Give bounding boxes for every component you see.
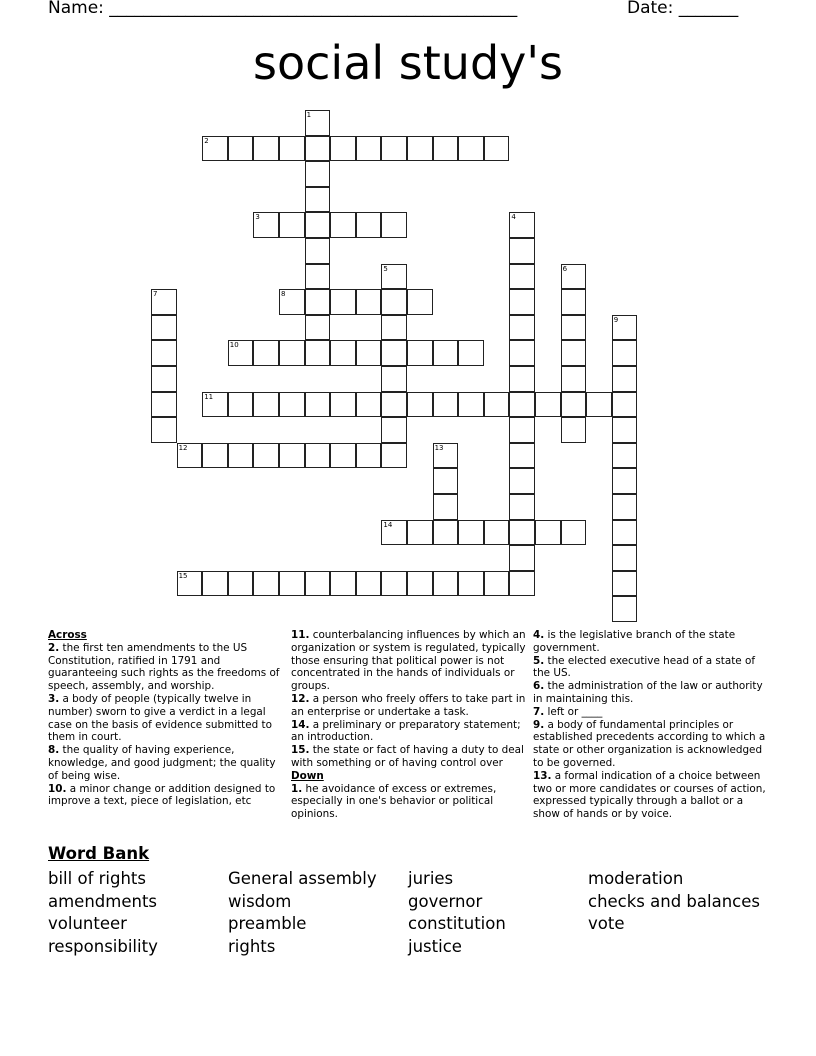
crossword-cell[interactable] [458,340,484,366]
crossword-cell[interactable] [151,340,177,366]
crossword-cell[interactable] [177,571,203,597]
crossword-cell[interactable] [484,392,510,418]
clue-num: 8. [48,744,60,757]
crossword-cell[interactable] [612,596,638,622]
clue-text: a minor change or addition designed to improve a text, piece of legislation, etc [48,782,276,808]
crossword-cell[interactable] [356,212,382,238]
crossword-cell[interactable] [228,443,254,469]
crossword-cell[interactable] [305,136,331,162]
clue-num: 7. [533,705,545,718]
crossword-cell[interactable] [561,289,587,315]
crossword-cell[interactable] [381,392,407,418]
clue-number: 5 [383,264,388,273]
crossword-cell[interactable] [612,417,638,443]
crossword-cell[interactable] [228,340,254,366]
crossword-cell[interactable] [151,417,177,443]
clue-number: 8 [281,290,286,299]
clue-text: the elected executive head of a state of the US. [533,654,756,680]
crossword-cell[interactable] [407,520,433,546]
crossword-cell[interactable] [509,315,535,341]
crossword-cell[interactable] [612,366,638,392]
crossword-cell[interactable] [330,443,356,469]
crossword-cell[interactable] [279,136,305,162]
crossword-cell[interactable] [279,212,305,238]
crossword-cell[interactable] [151,366,177,392]
word-bank-title: Word Bank [48,844,150,863]
crossword-cell[interactable] [356,136,382,162]
word-bank-column [48,868,158,958]
word-bank-item: General assembly [228,869,377,888]
clue-text: counterbalancing influences by which an organization or system is regulated, typically those ensuring that political power is not concentrated in the hands of individuals or groups. [291,629,526,693]
crossword-cell[interactable] [509,417,535,443]
crossword-cell[interactable] [458,136,484,162]
crossword-cell[interactable] [433,494,459,520]
clue-num: 14. [291,718,310,731]
clue-num: 1. [291,782,303,795]
word-bank-item: responsibility [48,936,158,956]
crossword-cell[interactable] [509,571,535,597]
crossword-cell[interactable] [381,289,407,315]
crossword-cell[interactable] [612,545,638,571]
crossword-cell[interactable] [253,340,279,366]
clue-num: 2. [48,641,60,654]
crossword-cell[interactable] [509,392,535,418]
crossword-cell[interactable] [305,289,331,315]
crossword-cell[interactable] [612,315,638,341]
word-bank-item: constitution [408,914,506,934]
clue-num: 10. [48,782,67,795]
down-clue [533,719,773,770]
word-bank-item: preamble [228,914,307,934]
crossword-cell[interactable] [458,571,484,597]
clue-number: 4 [511,213,516,222]
across-clue [48,642,288,693]
clue-number: 7 [153,290,158,299]
crossword-cell[interactable] [612,392,638,418]
word-bank-item: rights [228,936,276,956]
crossword-cell[interactable] [407,340,433,366]
crossword-cell[interactable] [561,340,587,366]
crossword-cell[interactable] [381,264,407,290]
crossword-cell[interactable] [509,520,535,546]
clue-number: 1 [306,111,312,119]
crossword-cell[interactable] [561,392,587,418]
crossword-cell[interactable] [330,392,356,418]
word-bank-item: juries [408,869,454,888]
clue-number: 14 [383,520,393,529]
crossword-cell[interactable] [151,392,177,418]
crossword-cell[interactable] [305,571,331,597]
crossword-cell[interactable] [407,136,433,162]
crossword-cell[interactable] [228,136,254,162]
crossword-cell[interactable] [381,212,407,238]
clues-col-3 [533,629,773,821]
clue-text: the first ten amendments to the US Constitution, ratified in 1791 and guaranteeing such rights as the freedoms of speech, assembly, and worship. [48,641,280,693]
crossword-cell[interactable] [561,417,587,443]
crossword-cell[interactable] [509,289,535,315]
clue-text: is the legislative branch of the state government. [533,629,736,654]
crossword-cell[interactable] [612,340,638,366]
crossword-cell[interactable] [612,494,638,520]
crossword-cell[interactable] [381,315,407,341]
crossword-cell[interactable] [407,289,433,315]
crossword-cell[interactable] [253,392,279,418]
clue-number: 11 [204,392,214,401]
clue-number: 2 [204,136,209,145]
down-clue [533,629,773,655]
crossword-cell[interactable] [305,161,331,187]
crossword-cell[interactable] [279,340,305,366]
across-clue [48,744,288,782]
crossword-cell[interactable] [279,392,305,418]
clue-number: 9 [613,315,619,324]
crossword-cell[interactable] [279,571,305,597]
word-bank-item: governor [408,891,483,911]
word-bank-item: justice [408,936,462,956]
crossword-cell[interactable] [253,571,279,597]
clue-number: 6 [562,264,568,273]
date-field-label: Date: _______ [627,0,739,18]
crossword-cell[interactable] [356,340,382,366]
clue-num: 3. [48,692,60,705]
crossword-cell[interactable] [561,315,587,341]
crossword-cell[interactable] [509,494,535,520]
across-clue [291,693,531,719]
word-bank-item: amendments [48,891,158,911]
crossword-cell[interactable] [433,392,459,418]
clue-number: 13 [434,443,444,452]
crossword-cell[interactable] [253,136,279,162]
clue-number: 12 [178,443,188,452]
across-clue [291,744,531,770]
crossword-cell[interactable] [228,571,254,597]
crossword-cell[interactable] [433,340,459,366]
word-bank-column [588,868,760,936]
crossword-cell[interactable] [305,238,331,264]
crossword-cell[interactable] [535,520,561,546]
clue-num: 4. [533,629,545,641]
crossword-cell[interactable] [509,340,535,366]
crossword-cell[interactable] [484,136,510,162]
clues-col-1 [48,629,288,808]
crossword-cell[interactable] [612,520,638,546]
word-bank-item: volunteer [48,914,127,934]
down-heading: Down [291,769,324,782]
clue-text: he avoidance of excess or extremes, especially in one's behavior or political opinions. [291,782,497,821]
crossword-cell[interactable] [561,366,587,392]
crossword-cell[interactable] [305,340,331,366]
crossword-cell[interactable] [433,468,459,494]
crossword-cell[interactable] [151,289,177,315]
crossword-cell[interactable] [407,392,433,418]
clue-text: the state or fact of having a duty to deal with something or of having control over [291,744,524,769]
crossword-cell[interactable] [356,443,382,469]
crossword-cell[interactable] [305,264,331,290]
crossword-cell[interactable] [458,392,484,418]
crossword-cell[interactable] [381,520,407,546]
crossword-cell[interactable] [381,571,407,597]
clue-number: 15 [178,571,188,580]
across-clue [291,719,531,745]
clue-text: a formal indication of a choice between two or more candidates or courses of action, expressed typically through a ballot or a show of hands or by voice. [533,769,766,821]
crossword-cell[interactable] [330,212,356,238]
word-bank-item: wisdom [228,891,292,911]
clue-num: 13. [533,769,552,782]
down-clue [533,680,773,706]
crossword-cell[interactable] [381,443,407,469]
crossword-cell[interactable] [586,392,612,418]
clues-col-2 [291,629,531,821]
crossword-cell[interactable] [458,520,484,546]
crossword-cell[interactable] [202,443,228,469]
crossword-cell[interactable] [305,187,331,213]
down-clue [533,655,773,681]
crossword-cell[interactable] [509,468,535,494]
crossword-cell[interactable] [356,392,382,418]
crossword-cell[interactable] [407,571,433,597]
clue-num: 6. [533,680,545,693]
crossword-cell[interactable] [381,366,407,392]
crossword-cell[interactable] [330,136,356,162]
crossword-cell[interactable] [305,212,331,238]
crossword-cell[interactable] [509,264,535,290]
clue-text: a preliminary or preparatory statement; an introduction. [291,718,521,744]
crossword-cell[interactable] [356,571,382,597]
clue-text: the administration of the law or authority in maintaining this. [533,680,763,705]
crossword-cell[interactable] [612,443,638,469]
crossword-cell[interactable] [279,443,305,469]
crossword-cell[interactable] [561,264,587,290]
word-bank-item: bill of rights [48,869,146,888]
across-clue [48,693,288,744]
clue-text: the quality of having experience, knowledge, and good judgment; the quality of being wise. [48,744,276,782]
crossword-cell[interactable] [305,392,331,418]
across-clue [48,783,288,809]
crossword-cell[interactable] [612,571,638,597]
down-clue [533,770,773,821]
clue-text: left or ____ [547,705,603,718]
crossword-cell[interactable] [381,340,407,366]
crossword-cell[interactable] [305,315,331,341]
clue-number: 10 [229,341,239,350]
crossword-cell[interactable] [433,520,459,546]
word-bank-column [408,868,506,958]
word-bank-item: vote [588,914,625,934]
crossword-cell[interactable] [484,571,510,597]
crossword-cell[interactable] [330,571,356,597]
word-bank-item: moderation [588,869,684,888]
crossword-cell[interactable] [356,289,382,315]
crossword-cell[interactable] [509,443,535,469]
crossword-cell[interactable] [612,468,638,494]
crossword-cell[interactable] [509,545,535,571]
crossword-cell[interactable] [253,443,279,469]
crossword-cell[interactable] [305,110,331,136]
crossword-cell[interactable] [330,289,356,315]
crossword-cell[interactable] [433,571,459,597]
down-clue [533,706,773,719]
word-bank-item: checks and balances [588,891,760,911]
crossword-cell[interactable] [509,212,535,238]
crossword-cell[interactable] [381,417,407,443]
across-clue [291,629,531,693]
crossword-cell[interactable] [484,520,510,546]
crossword-cell[interactable] [433,443,459,469]
clue-num: 11. [291,629,310,641]
crossword-cell[interactable] [202,392,228,418]
crossword-cell[interactable] [381,136,407,162]
across-heading: Across [48,629,87,641]
crossword-cell[interactable] [151,315,177,341]
crossword-cell[interactable] [253,212,279,238]
clue-text: a body of fundamental principles or established precedents according to which a state or other organization is acknowledged to be governed. [533,718,766,769]
crossword-cell[interactable] [561,520,587,546]
clue-num: 15. [291,744,310,757]
crossword-cell[interactable] [228,392,254,418]
crossword-cell[interactable] [535,392,561,418]
crossword-cell[interactable] [177,443,203,469]
clue-text: a person who freely offers to take part in an enterprise or undertake a task. [291,692,526,718]
crossword-cell[interactable] [279,289,305,315]
crossword-cell[interactable] [330,340,356,366]
clue-number: 3 [255,213,260,222]
crossword-cell[interactable] [305,443,331,469]
crossword-cell[interactable] [202,571,228,597]
crossword-cell[interactable] [509,238,535,264]
down-clue [291,783,531,821]
crossword-cell[interactable] [509,366,535,392]
clue-num: 12. [291,692,310,705]
crossword-cell[interactable] [202,136,228,162]
clue-text: a body of people (typically twelve in number) sworn to give a verdict in a legal case on the basis of evidence submitted to them in court. [48,692,272,744]
name-field-label: Name: ________________________________________________ [48,0,518,18]
page-title: social study's [253,36,563,90]
clue-num: 9. [533,718,545,731]
clue-num: 5. [533,654,545,667]
crossword-cell[interactable] [433,136,459,162]
word-bank-column [228,868,377,958]
